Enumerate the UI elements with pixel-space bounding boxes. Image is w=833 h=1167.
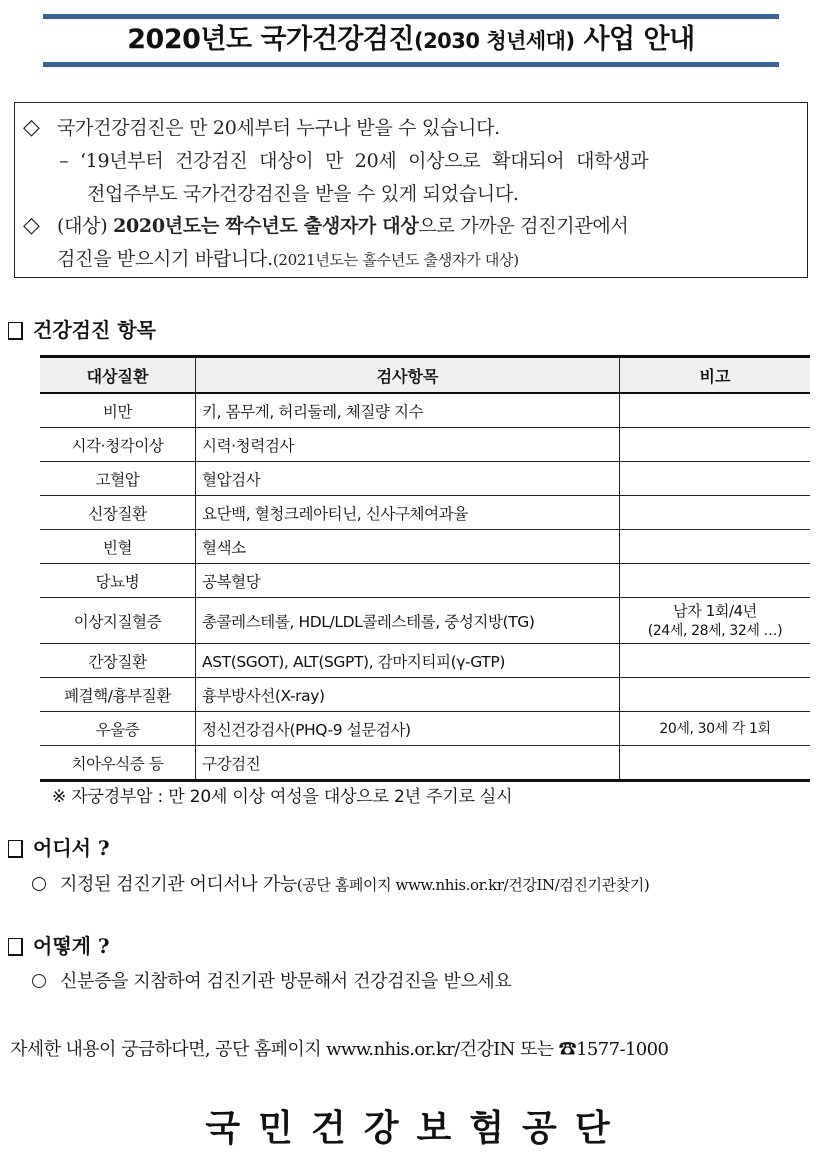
cell-disease: 우울증 bbox=[40, 712, 196, 746]
cell-disease: 고혈압 bbox=[40, 462, 196, 496]
cell-test: 정신건강검사(PHQ-9 설문검사) bbox=[196, 712, 620, 746]
table-row bbox=[40, 746, 810, 781]
cell-disease: 빈혈 bbox=[40, 530, 196, 564]
notice-target-bold: 2020년도는 짝수년도 출생자가 대상 bbox=[113, 215, 419, 237]
notice-line-3: 전업주부도 국가건강검진을 받을 수 있게 되었습니다. bbox=[87, 183, 519, 205]
note-line-2: (24세, 28세, 32세 …) bbox=[647, 622, 783, 639]
cell-note bbox=[620, 564, 811, 598]
table-row bbox=[40, 530, 810, 564]
table-row bbox=[40, 462, 810, 496]
cell-note bbox=[620, 644, 811, 678]
cell-test: AST(SGOT), ALT(SGPT), 감마지티피(γ-GTP) bbox=[196, 644, 620, 678]
diamond-icon: ◇ bbox=[23, 115, 40, 140]
checkbox-square-icon bbox=[8, 322, 23, 340]
table-row bbox=[40, 564, 810, 598]
cell-note bbox=[620, 462, 811, 496]
table-row bbox=[40, 712, 810, 746]
cell-note bbox=[620, 598, 811, 644]
page-title bbox=[43, 20, 779, 60]
notice-text-5: 검진을 받으시기 바랍니다. bbox=[57, 248, 273, 270]
table-footnote: ※ 자궁경부암 : 만 20세 이상 여성을 대상으로 2년 주기로 실시 bbox=[52, 787, 513, 807]
cell-note bbox=[620, 678, 811, 712]
notice-text-1: 국가건강검진은 만 20세부터 누구나 받을 수 있습니다. bbox=[57, 117, 500, 139]
notice-box bbox=[14, 102, 808, 278]
cell-disease: 간장질환 bbox=[40, 644, 196, 678]
notice-line-5 bbox=[57, 244, 519, 271]
column-header-disease: 대상질환 bbox=[40, 357, 196, 394]
notice-line-2: – ‘19년부터 건강검진 대상이 만 20세 이상으로 확대되어 대학생과 bbox=[59, 150, 649, 172]
cell-note bbox=[620, 428, 811, 462]
cell-test: 총콜레스테롤, HDL/LDL콜레스테롤, 중성지방(TG) bbox=[196, 598, 620, 644]
how-bullet bbox=[32, 967, 511, 993]
where-link-text: (공단 홈페이지 www.nhis.or.kr/건강IN/검진기관찾기) bbox=[296, 876, 650, 894]
notice-target-label: (대상) bbox=[57, 215, 114, 237]
cell-disease: 이상지질혈증 bbox=[40, 598, 196, 644]
section-heading-where bbox=[8, 832, 110, 861]
where-bullet bbox=[32, 870, 649, 896]
cell-disease: 치아우식증 등 bbox=[40, 746, 196, 781]
table-row bbox=[40, 393, 810, 428]
column-header-test: 검사항목 bbox=[196, 357, 620, 394]
phone-number: 1577-1000 bbox=[576, 1039, 669, 1060]
title-paren: (2030 청년세대) bbox=[413, 29, 575, 53]
table-header-row bbox=[40, 357, 810, 394]
checkbox-square-icon bbox=[8, 840, 23, 858]
phone-icon: ☎ bbox=[558, 1039, 577, 1060]
column-header-note: 비고 bbox=[620, 357, 811, 394]
section-heading-text: 건강검진 항목 bbox=[33, 318, 156, 342]
title-bar-top bbox=[43, 14, 779, 19]
cell-note bbox=[620, 746, 811, 781]
notice-line-1 bbox=[23, 113, 500, 140]
title-tail: 사업 안내 bbox=[574, 24, 695, 55]
section-heading-how bbox=[8, 930, 110, 959]
circle-bullet-icon bbox=[32, 974, 46, 988]
cell-disease: 폐결핵/흉부질환 bbox=[40, 678, 196, 712]
cell-disease: 비만 bbox=[40, 393, 196, 428]
cell-note bbox=[620, 496, 811, 530]
cell-test: 공복혈당 bbox=[196, 564, 620, 598]
where-text: 지정된 검진기관 어디서나 가능 bbox=[60, 874, 297, 895]
cell-disease: 신장질환 bbox=[40, 496, 196, 530]
circle-bullet-icon bbox=[32, 877, 46, 891]
cell-test: 흉부방사선(X-ray) bbox=[196, 678, 620, 712]
contact-line bbox=[10, 1035, 668, 1061]
table-row bbox=[40, 598, 810, 644]
cell-test: 시력·청력검사 bbox=[196, 428, 620, 462]
cell-test: 요단백, 혈청크레아티닌, 신사구체여과율 bbox=[196, 496, 620, 530]
title-bar-bottom bbox=[43, 62, 779, 67]
cell-note: 20세, 30세 각 1회 bbox=[620, 712, 811, 746]
contact-text: 자세한 내용이 궁금하다면, 공단 홈페이지 www.nhis.or.kr/건강IN 또는 bbox=[10, 1039, 559, 1060]
cell-test: 혈색소 bbox=[196, 530, 620, 564]
cell-test: 키, 몸무게, 허리둘레, 체질량 지수 bbox=[196, 393, 620, 428]
table-row bbox=[40, 678, 810, 712]
title-main: 2020년도 국가건강검진 bbox=[127, 24, 414, 55]
cell-note bbox=[620, 393, 811, 428]
notice-target-suffix: 으로 가까운 검진기관에서 bbox=[418, 215, 629, 237]
table-row bbox=[40, 644, 810, 678]
table-row bbox=[40, 428, 810, 462]
section-heading-items bbox=[8, 314, 156, 343]
note-line-1: 남자 1회/4년 bbox=[673, 601, 757, 620]
cell-test: 구강검진 bbox=[196, 746, 620, 781]
how-text: 신분증을 지참하여 검진기관 방문해서 건강검진을 받으세요 bbox=[60, 971, 512, 992]
table-row bbox=[40, 496, 810, 530]
notice-text-5-small: (2021년도는 홀수년도 출생자가 대상) bbox=[272, 251, 519, 269]
cell-disease: 당뇨병 bbox=[40, 564, 196, 598]
cell-note bbox=[620, 530, 811, 564]
cell-disease: 시각·청각이상 bbox=[40, 428, 196, 462]
section-heading-text: 어떻게 ? bbox=[33, 934, 110, 958]
cell-test: 혈압검사 bbox=[196, 462, 620, 496]
diamond-icon: ◇ bbox=[23, 213, 40, 238]
notice-line-4 bbox=[23, 211, 628, 238]
checkbox-square-icon bbox=[8, 938, 23, 956]
organization-name: 국민건강보험공단 bbox=[205, 1108, 628, 1149]
section-heading-text: 어디서 ? bbox=[33, 836, 110, 860]
checkup-items-table bbox=[40, 355, 810, 782]
